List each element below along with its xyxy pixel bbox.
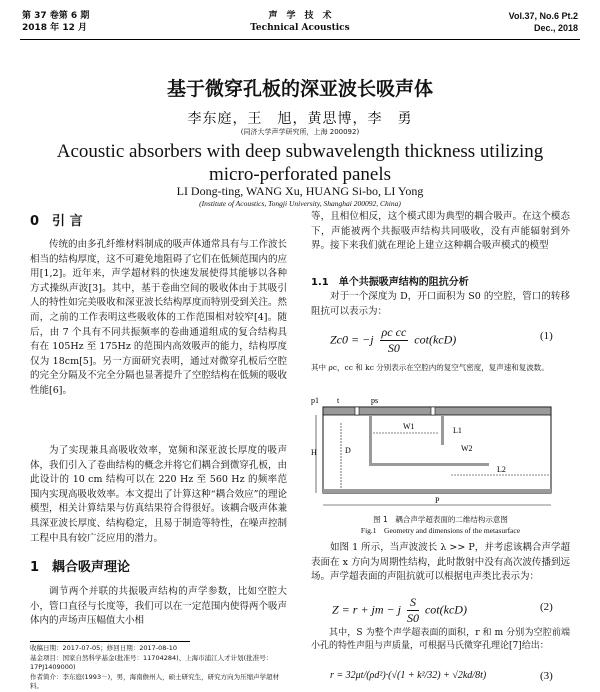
paper-title-en <box>0 140 600 186</box>
journal-name-en: Technical Acoustics <box>250 23 350 33</box>
equation-2-rhs: cot(kcD) <box>424 602 467 617</box>
volume-en-text: Vol.37, No.6 Pt.2 <box>508 11 578 21</box>
figure-1-caption-cn: 图 1 耦合声学超表面的二维结构示意图 <box>373 515 508 524</box>
equation-1 <box>330 325 456 356</box>
channel-wall-1 <box>369 415 372 465</box>
intro-paragraph-1 <box>30 238 287 399</box>
fig-label-d: D <box>345 446 351 455</box>
equation-3: r = 32μt/(ρd²)·(√(1 + k²/32) + √2kd/8t) <box>330 670 487 681</box>
theory-paragraph-1-cont-text: 等，且相位相反，这个模式即为典型的耦合吸声。在这个模态下，声能被两个共振吸声结构共同吸收，没有声能辐射到外界。接下来我们就在理论上建立这种耦合吸声模式的模型 <box>311 211 570 252</box>
intro-paragraph-2 <box>30 444 287 546</box>
structure-outline <box>323 407 551 493</box>
subsection-1-1-heading: 1.1 单个共振吸声结构的阻抗分析 <box>311 277 469 288</box>
fig-label-l1: L1 <box>453 426 462 435</box>
fig-label-t: t <box>337 396 340 405</box>
equation-1-fraction <box>380 325 409 356</box>
equation-2-number: (2) <box>540 601 553 613</box>
figure-1-diagram <box>311 393 570 513</box>
section-0-heading: 0 引 言 <box>30 214 83 229</box>
equation-1-number: (1) <box>540 330 553 342</box>
equation-2-fraction <box>407 595 419 626</box>
theory-paragraph-1-text: 调节两个并联的共振吸声结构的声学参数，比如空腔大小，管口直径与长度等，我们可以在一定范围内使得两个吸声体内的声场声压幅值大小相 <box>30 586 287 627</box>
fund-info: 基金项目：国家自然科学基金(批准号：11704284)、上海市浦江人才计划(批准号：17PJ1409000) <box>30 653 273 671</box>
journal-volume-en <box>509 10 578 34</box>
impedance-paragraph-text: 对于一个深度为 D，开口面积为 S0 的空腔，管口的转移阻抗可以表示为： <box>311 291 570 317</box>
affiliation-en: (Institute of Acoustics, Tongji University, Shanghai 200092, China) <box>199 199 401 208</box>
metasurface-paragraph-text: 如图 1 所示，当声波波长 λ >> P，并考虑该耦合声学超表面在 x 方向为周期性结构，此时散射中没有高次波传播到远场。声学超表面的声阻抗就可以根据电声类比表示为： <box>311 542 570 583</box>
equation-1-note: 其中 ρc，cc 和 kc 分别表示在空腔内的复空气密度，复声速和复波数。 <box>311 363 549 372</box>
bottom-wall <box>323 489 551 493</box>
equation-3-number: (3) <box>540 670 553 682</box>
equation-2-denominator: S0 <box>406 611 419 625</box>
volume-issue-text: 第 37 卷第 6 期 <box>22 11 90 21</box>
perforation-hole-2 <box>431 407 435 415</box>
fig-label-p: P <box>435 496 440 505</box>
equation-1-numerator: ρc cc <box>381 325 407 339</box>
date-en-text: Dec., 2018 <box>533 23 578 33</box>
perforation-hole-1 <box>355 407 359 415</box>
equation-1-rhs: cot(kcD) <box>414 332 457 347</box>
equation-1-lhs: Zc0 = −j <box>330 332 374 347</box>
acoustic-resistance-paragraph-text: 其中，S 为整个声学超表面的面积，r 和 m 分别为空腔前端小孔的特性声阻与声质量，可根据马氏微穿孔理论[7]给出： <box>311 628 570 651</box>
paper-title-cn: 基于微穿孔板的深亚波长吸声体 <box>166 78 433 100</box>
journal-name-cn: 声 学 技 术 <box>268 11 332 21</box>
issue-date-text: 2018 年 12 月 <box>22 23 87 33</box>
authors-cn: 李东庭，王 旭，黄思博，李 勇 <box>187 111 413 127</box>
footnotes <box>30 644 287 692</box>
fig-label-p1: p1 <box>311 396 319 405</box>
intro-paragraph-2-text: 为了实现兼具高吸收效率，宽频和深亚波长厚度的吸声体，我们引入了卷曲结构的概念并将它们耦合到微穿孔板，由此设计的 10 cm 结构可以在 220 Hz 至 560 Hz 的频率范围内实现高吸收效率。本文提出了计算这种“耦合效应”的理论模型，相关计算结果与仿真结果符合得很好。该耦合吸声体兼具深亚波长厚度、结构稳定，且易于制造等特性，在噪声控制工程中具有较广泛应用的潜力。 <box>30 445 287 544</box>
figure-1-caption-en: Fig.1 Geometry and dimensions of the metasurface <box>360 526 521 535</box>
metasurface-paragraph <box>311 541 570 585</box>
fig-label-l2: L2 <box>497 465 506 474</box>
intro-paragraph-1-text: 传统的由多孔纤维材料制成的吸声体通常具有与工作波长相当的结构厚度，这不可避免地阻碍了它们在低频范围内的应用[1,2]。近年来，声学超材料的快速发展使得其能够以各种方式操纵声波[3]。其中，基于卷曲空间的吸收体由于其吸引人的特性如完美吸收和深亚波长结构厚度而特别受到关注。然而，之前的工作表明这些吸收体的工作范围相对较窄[4]。随后，由 7 个具有不同共振频率的卷曲通道组成的复合结构具有在 105Hz 至 175Hz 的范围内高效吸声的能力，结构厚度仅为 18cm[5]。另一方面研究表明，通过对微穿孔板后空腔的完全分隔及不完全分隔也显著提升了空腔结构在低频的吸收性能[6]。 <box>30 239 287 396</box>
fig-label-w2: W2 <box>461 444 473 453</box>
footnote-rule <box>30 641 190 642</box>
authors-en: LI Dong-ting, WANG Xu, HUANG Si-bo, LI Yong <box>176 184 424 198</box>
affiliation-cn: (同济大学声学研究所，上海 200092) <box>240 128 360 136</box>
theory-paragraph-1 <box>30 585 287 629</box>
equation-2-lhs: Z = r + jm − j <box>332 602 401 617</box>
theory-paragraph-1-cont <box>311 210 570 254</box>
fig-label-w1: W1 <box>403 422 415 431</box>
equation-2 <box>332 595 467 626</box>
acoustic-resistance-paragraph <box>311 627 570 653</box>
header-rule <box>20 39 580 40</box>
fig-label-h: H <box>311 448 317 457</box>
channel-wall-3 <box>441 415 444 445</box>
received-date: 收稿日期：2017-07-05；修回日期：2017-08-10 <box>30 644 178 652</box>
fig-label-ps: ps <box>371 396 379 405</box>
impedance-paragraph <box>311 290 570 319</box>
section-1-heading: 1 耦合吸声理论 <box>30 560 131 575</box>
equation-1-denominator: S0 <box>387 341 400 355</box>
paper-title-en-line2: micro-perforated panels <box>209 164 391 185</box>
equation-2-numerator: S <box>407 595 419 611</box>
channel-wall-2 <box>369 463 489 466</box>
author-bio: 作者简介：李东庭(1993－)，男，海南儋州人，硕士研究生，研究方向为压缩声学超材料。 <box>30 672 280 690</box>
paper-title-en-line1: Acoustic absorbers with deep subwavelength thickness utilizing <box>56 141 544 162</box>
